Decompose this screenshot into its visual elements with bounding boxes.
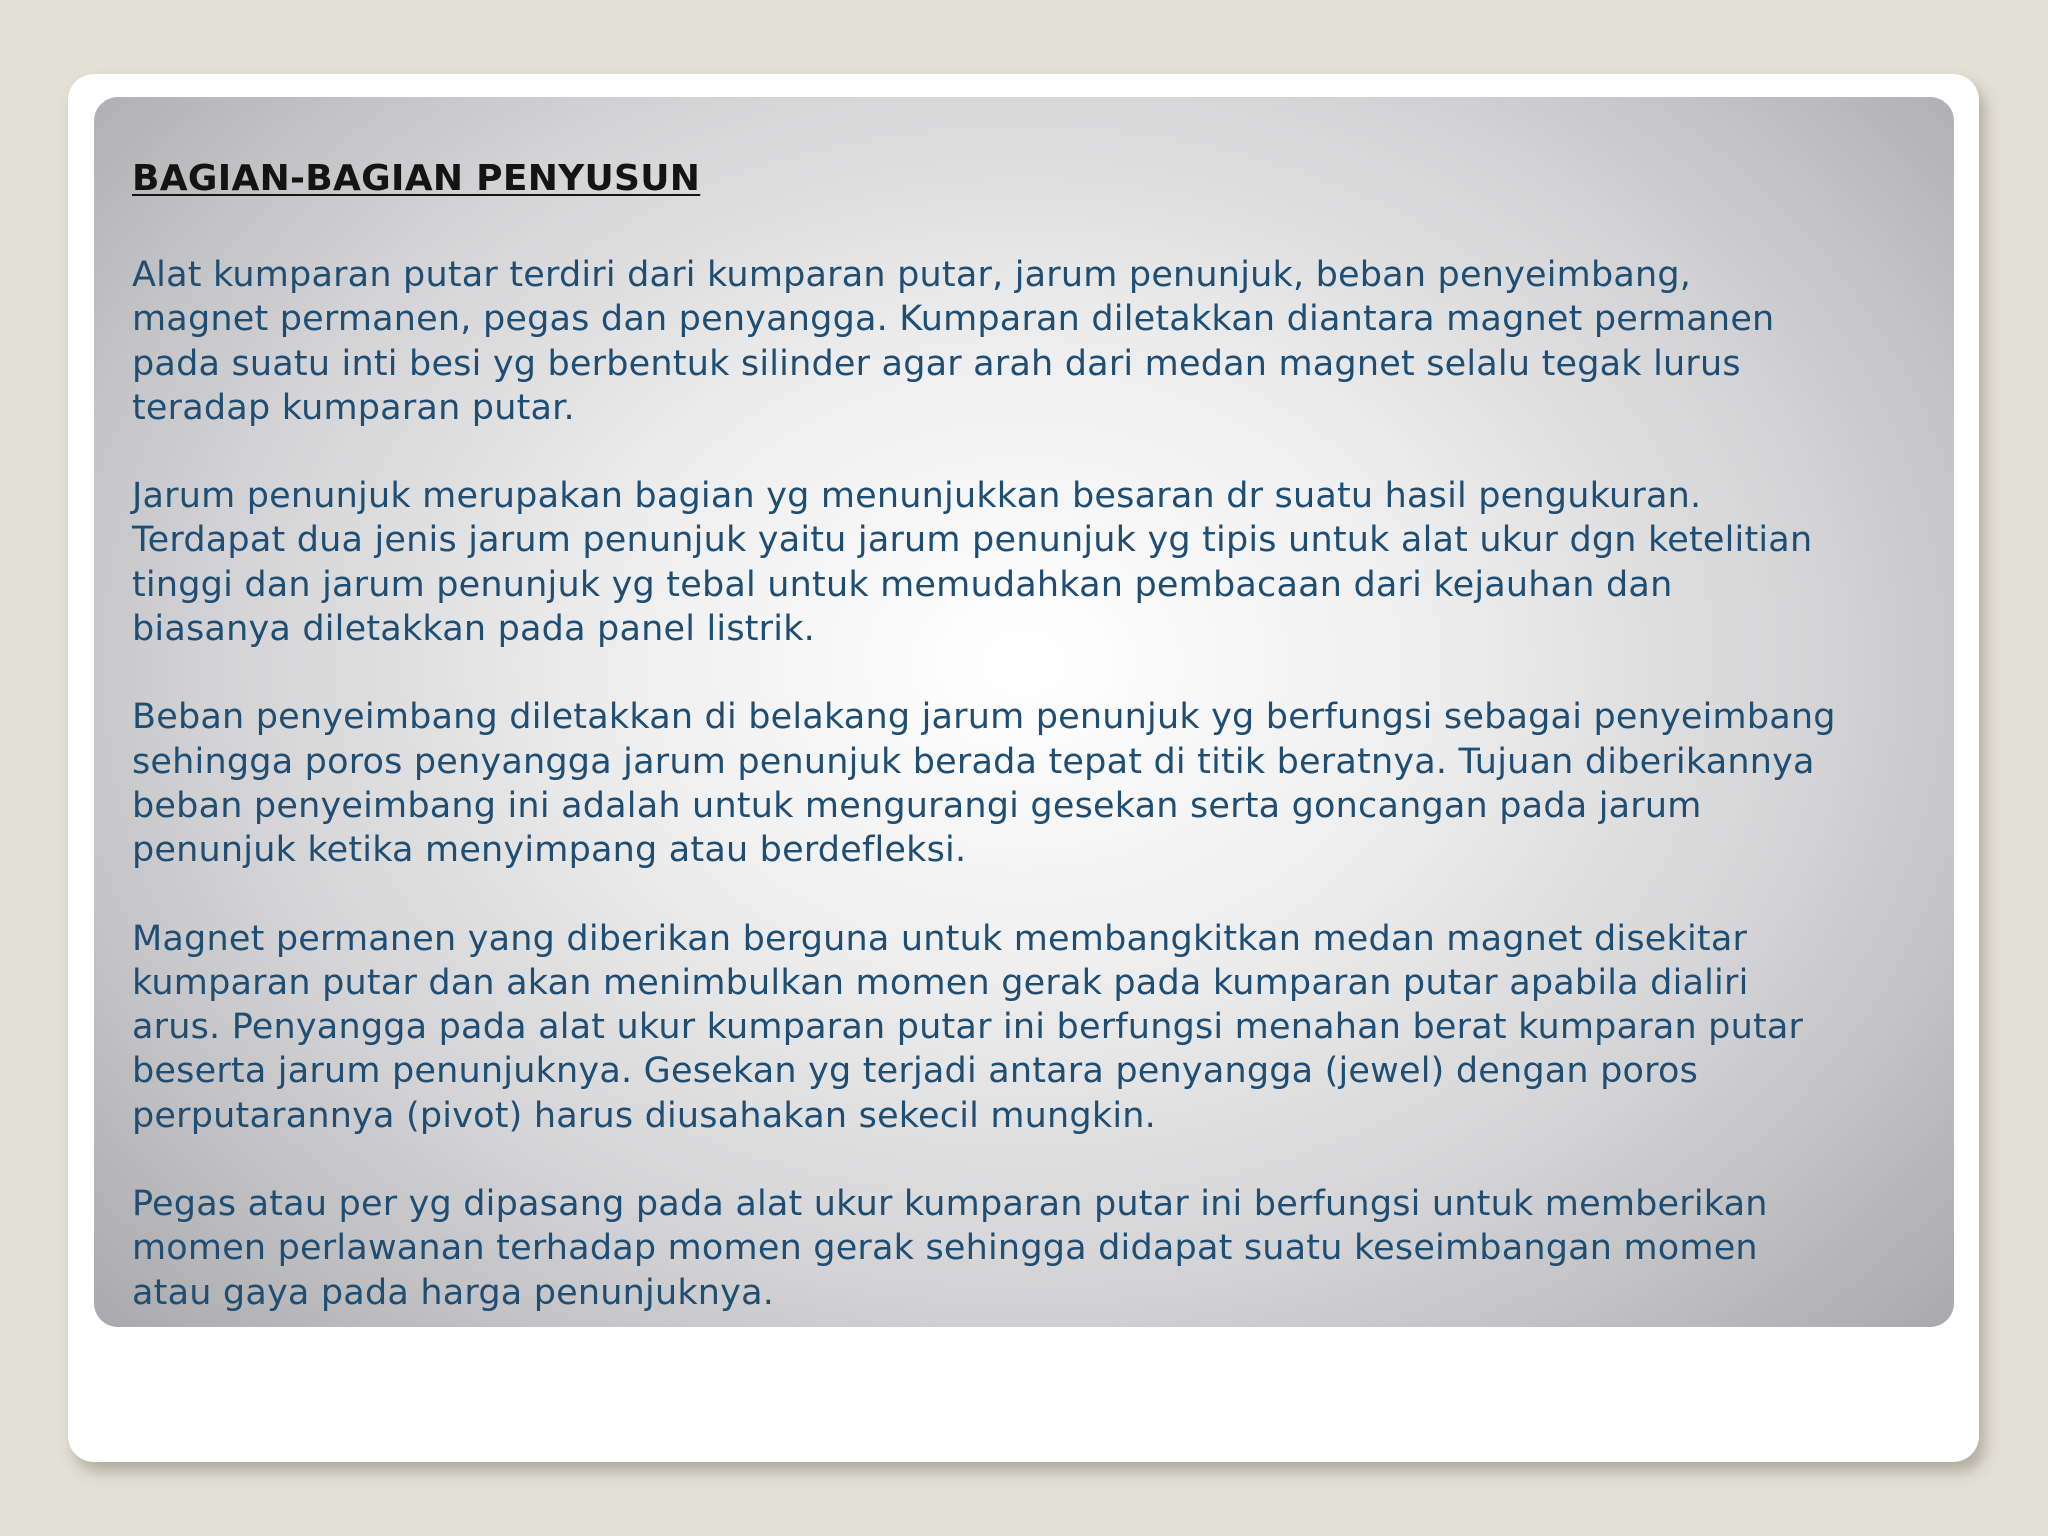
slide-card: [68, 74, 1979, 1462]
content-panel: [94, 97, 1954, 1327]
paragraph-5: Pegas atau per yg dipasang pada alat ukur kumparan putar ini berfungsi untuk memberikan momen perlawanan terhadap momen gerak sehingga didapat suatu keseimbangan momen atau gaya pada harga penunjuknya.: [132, 1184, 1768, 1313]
slide-title: BAGIAN-BAGIAN PENYUSUN: [132, 158, 701, 199]
paragraph-1: Alat kumparan putar terdiri dari kumparan putar, jarum penunjuk, beban penyeimbang, magnet permanen, pegas dan penyangga. Kumparan diletakkan diantara magnet permanen pada suatu inti besi yg berbentuk silinder agar arah dari medan magnet selalu tegak lurus teradap kumparan putar.: [132, 255, 1775, 428]
paragraph-2: Jarum penunjuk merupakan bagian yg menunjukkan besaran dr suatu hasil pengukuran. Terdapat dua jenis jarum penunjuk yaitu jarum penunjuk yg tipis untuk alat ukur dgn ketelitian tinggi dan jarum penunjuk yg tebal untuk memudahkan pembacaan dari kejauhan dan biasanya diletakkan pada panel listrik.: [132, 476, 1813, 650]
slide-body: [132, 253, 1932, 1327]
paragraph-4: Magnet permanen yang diberikan berguna untuk membangkitkan medan magnet disekitar kumparan putar dan akan menimbulkan momen gerak pada kumparan putar apabila dialiri arus. Penyangga pada alat ukur kumparan putar ini berfungsi menahan berat kumparan putar beserta jarum penunjuknya. Gesekan yg terjadi antara penyangga (jewel) dengan poros perputarannya (pivot) harus diusahakan sekecil mungkin.: [132, 918, 1804, 1136]
paragraph-3: Beban penyeimbang diletakkan di belakang jarum penunjuk yg berfungsi sebagai penyeimbang sehingga poros penyangga jarum penunjuk berada tepat di titik beratnya. Tujuan diberikannya beban penyeimbang ini adalah untuk mengurangi gesekan serta goncangan pada jarum penunjuk ketika menyimpang atau berdefleksi.: [132, 697, 1836, 871]
